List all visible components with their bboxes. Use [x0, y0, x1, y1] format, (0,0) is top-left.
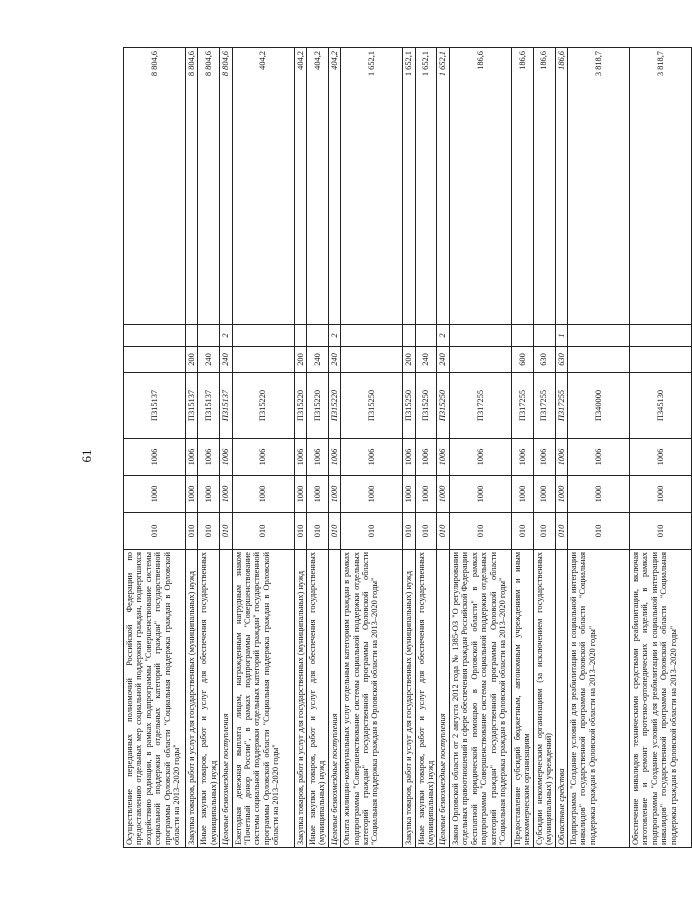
- cell-target-article: П315137: [220, 373, 232, 439]
- cell-expense-type: 630: [555, 347, 567, 373]
- cell-source-code: [403, 325, 415, 347]
- cell-amount: 8 804,6: [186, 48, 198, 325]
- cell-target-article: П315137: [198, 373, 220, 439]
- table-row: [415, 48, 437, 848]
- table-row: [294, 48, 306, 848]
- cell-razdel: 1000: [294, 476, 306, 513]
- table-row: [232, 48, 294, 848]
- cell-source-code: [294, 325, 306, 347]
- cell-target-article: П317255: [555, 373, 567, 439]
- table-row: [629, 48, 691, 848]
- cell-amount: 404,2: [294, 48, 306, 325]
- cell-target-article: П315250: [437, 373, 449, 439]
- cell-expense-type: [341, 347, 403, 373]
- cell-target-article: П317255: [511, 373, 533, 439]
- cell-name: Целевые безвозмездные поступления: [328, 550, 340, 848]
- cell-podrazdel: 1006: [341, 439, 403, 476]
- cell-target-article: П315220: [328, 373, 340, 439]
- cell-razdel: 1000: [232, 476, 294, 513]
- cell-expense-type: [629, 347, 691, 373]
- cell-grbs: 010: [437, 513, 449, 550]
- cell-name: Оплата жилищно-коммунальных услуг отдельным категориям граждан в рамках подпрограммы "Совершенствование системы социальной поддержки отдельных категорий граждан" государственной программы Орловской области "Социальная поддержка граждан в Орловской области на 2013–2020 годы": [341, 550, 403, 848]
- cell-razdel: 1000: [307, 476, 329, 513]
- cell-expense-type: [124, 347, 186, 373]
- cell-grbs: 010: [307, 513, 329, 550]
- cell-amount: 404,2: [328, 48, 340, 325]
- cell-amount: 1 652,1: [403, 48, 415, 325]
- cell-name: Обеспечение инвалидов техническими средствами реабилитации, включая изготовление и ремонт протезно-ортопедических изделий, в рамках подпрограммы "Создание условий для реабилитации и социальной интеграции инвалидов" государственной программы Орловской области "Социальная поддержка граждан в Орловской области на 2013–2020 годы": [629, 550, 691, 848]
- cell-target-article: П315250: [341, 373, 403, 439]
- cell-amount: 8 804,6: [198, 48, 220, 325]
- cell-grbs: 010: [186, 513, 198, 550]
- cell-podrazdel: 1006: [328, 439, 340, 476]
- cell-razdel: 1000: [328, 476, 340, 513]
- cell-expense-type: 600: [511, 347, 533, 373]
- cell-source-code: [307, 325, 329, 347]
- cell-podrazdel: 1006: [567, 439, 629, 476]
- cell-podrazdel: 1006: [307, 439, 329, 476]
- cell-expense-type: 240: [198, 347, 220, 373]
- cell-expense-type: 240: [307, 347, 329, 373]
- cell-razdel: 1000: [186, 476, 198, 513]
- cell-grbs: 010: [415, 513, 437, 550]
- cell-razdel: 1000: [437, 476, 449, 513]
- cell-expense-type: 240: [328, 347, 340, 373]
- cell-source-code: [567, 325, 629, 347]
- cell-podrazdel: 1006: [403, 439, 415, 476]
- table-row: [198, 48, 220, 848]
- table-row: [567, 48, 629, 848]
- table-row: [186, 48, 198, 848]
- cell-name: Иные закупки товаров, работ и услуг для обеспечения государственных (муниципальных) нужд: [415, 550, 437, 848]
- cell-podrazdel: 1006: [511, 439, 533, 476]
- cell-razdel: 1000: [555, 476, 567, 513]
- table-row: [124, 48, 186, 848]
- cell-source-code: [341, 325, 403, 347]
- cell-grbs: 010: [511, 513, 533, 550]
- page-number: 61: [79, 449, 94, 463]
- cell-razdel: 1000: [567, 476, 629, 513]
- cell-grbs: 010: [124, 513, 186, 550]
- cell-expense-type: [449, 347, 511, 373]
- cell-amount: 3 818,7: [629, 48, 691, 325]
- cell-grbs: 010: [328, 513, 340, 550]
- cell-podrazdel: 1006: [437, 439, 449, 476]
- cell-name: Субсидии некоммерческим организациям (за исключением государственных (муниципальных) учреждений): [533, 550, 555, 848]
- table-row: [555, 48, 567, 848]
- cell-source-code: [186, 325, 198, 347]
- cell-amount: 1 652,1: [341, 48, 403, 325]
- cell-target-article: П317255: [533, 373, 555, 439]
- cell-target-article: П345130: [629, 373, 691, 439]
- table-row: [511, 48, 533, 848]
- cell-source-code: [198, 325, 220, 347]
- cell-podrazdel: 1006: [124, 439, 186, 476]
- cell-podrazdel: 1006: [415, 439, 437, 476]
- cell-source-code: 1: [555, 325, 567, 347]
- table-row: [449, 48, 511, 848]
- cell-amount: 186,6: [555, 48, 567, 325]
- cell-grbs: 010: [198, 513, 220, 550]
- cell-source-code: [415, 325, 437, 347]
- cell-grbs: 010: [341, 513, 403, 550]
- cell-target-article: П315220: [294, 373, 306, 439]
- cell-grbs: 010: [232, 513, 294, 550]
- cell-podrazdel: 1006: [186, 439, 198, 476]
- cell-source-code: 2: [437, 325, 449, 347]
- cell-name: Подпрограмма "Создание условий для реабилитации и социальной интеграции инвалидов" государственной программы Орловской области "Социальная поддержка граждан в Орловской области на 2013–2020 годы": [567, 550, 629, 848]
- cell-razdel: 1000: [220, 476, 232, 513]
- cell-amount: 3 818,7: [567, 48, 629, 325]
- budget-table: [123, 47, 692, 848]
- cell-grbs: 010: [220, 513, 232, 550]
- cell-expense-type: 200: [186, 347, 198, 373]
- cell-expense-type: 240: [220, 347, 232, 373]
- cell-razdel: 1000: [415, 476, 437, 513]
- cell-source-code: [511, 325, 533, 347]
- cell-podrazdel: 1006: [555, 439, 567, 476]
- cell-podrazdel: 1006: [294, 439, 306, 476]
- cell-target-article: П315137: [186, 373, 198, 439]
- cell-source-code: [449, 325, 511, 347]
- table-body: [124, 48, 692, 848]
- cell-amount: 186,6: [449, 48, 511, 325]
- cell-grbs: 010: [555, 513, 567, 550]
- cell-razdel: 1000: [511, 476, 533, 513]
- cell-target-article: П315250: [415, 373, 437, 439]
- table-row: [220, 48, 232, 848]
- cell-razdel: 1000: [533, 476, 555, 513]
- table-row: [403, 48, 415, 848]
- cell-amount: 404,2: [307, 48, 329, 325]
- cell-target-article: П340000: [567, 373, 629, 439]
- cell-name: Закон Орловской области от 2 августа 2012 года № 1385-ОЗ "О регулировании отдельных правоотношений в сфере обеспечения граждан Российской Федерации бесплатной юридической помощью в Орловской области" в рамках подпрограммы "Совершенствование системы социальной поддержки отдельных категорий граждан" государственной программы Орловской области "Социальная поддержка граждан в Орловской области на 2013–2020 годы": [449, 550, 511, 848]
- table-row: [533, 48, 555, 848]
- cell-source-code: 2: [220, 325, 232, 347]
- cell-source-code: [629, 325, 691, 347]
- cell-grbs: 010: [629, 513, 691, 550]
- table-row: [341, 48, 403, 848]
- cell-target-article: П315137: [124, 373, 186, 439]
- table-row: [328, 48, 340, 848]
- cell-razdel: 1000: [341, 476, 403, 513]
- cell-name: Предоставление субсидий бюджетным, автономным учреждениям и иным некоммерческим организациям: [511, 550, 533, 848]
- cell-name: Целевые безвозмездные поступления: [437, 550, 449, 848]
- cell-target-article: П315250: [403, 373, 415, 439]
- table-row: [307, 48, 329, 848]
- cell-target-article: П315220: [232, 373, 294, 439]
- cell-grbs: 010: [533, 513, 555, 550]
- cell-podrazdel: 1006: [449, 439, 511, 476]
- cell-source-code: [232, 325, 294, 347]
- cell-amount: 8 804,6: [124, 48, 186, 325]
- rotated-budget-table-wrapper: [123, 48, 678, 848]
- cell-name: Ежегодная денежная выплата лицам, награжденным нагрудным знаком "Почетный донор России", в рамках подпрограммы "Совершенствование системы социальной поддержки отдельных категорий граждан" государственной программы Орловской области "Социальная поддержка граждан в Орловской области на 2013–2020 годы": [232, 550, 294, 848]
- cell-source-code: [124, 325, 186, 347]
- cell-name: Целевые безвозмездные поступления: [220, 550, 232, 848]
- cell-source-code: 2: [328, 325, 340, 347]
- cell-target-article: П317255: [449, 373, 511, 439]
- cell-podrazdel: 1006: [220, 439, 232, 476]
- cell-razdel: 1000: [629, 476, 691, 513]
- cell-grbs: 010: [567, 513, 629, 550]
- cell-grbs: 010: [403, 513, 415, 550]
- cell-expense-type: 200: [403, 347, 415, 373]
- cell-grbs: 010: [449, 513, 511, 550]
- cell-name: Иные закупки товаров, работ и услуг для обеспечения государственных (муниципальных) нужд: [198, 550, 220, 848]
- cell-razdel: 1000: [449, 476, 511, 513]
- cell-expense-type: 200: [294, 347, 306, 373]
- cell-name: Закупка товаров, работ и услуг для государственных (муниципальных) нужд: [186, 550, 198, 848]
- cell-podrazdel: 1006: [198, 439, 220, 476]
- table-row: [437, 48, 449, 848]
- cell-expense-type: 630: [533, 347, 555, 373]
- cell-grbs: 010: [294, 513, 306, 550]
- cell-podrazdel: 1006: [533, 439, 555, 476]
- cell-amount: 1 652,1: [415, 48, 437, 325]
- cell-name: Осуществление переданных полномочий Российской Федерации по предоставлению отдельных мер социальной поддержки граждан, подвергшихся воздействию радиации, в рамках подпрограммы "Совершенствование системы социальной поддержки отдельных категорий граждан" государственной программы Орловской области "Социальная поддержка граждан в Орловской области на 2013–2020 годы": [124, 550, 186, 848]
- cell-name: Закупка товаров, работ и услуг для государственных (муниципальных) нужд: [403, 550, 415, 848]
- cell-source-code: [533, 325, 555, 347]
- cell-amount: 8 804,6: [220, 48, 232, 325]
- cell-expense-type: 240: [437, 347, 449, 373]
- cell-expense-type: [567, 347, 629, 373]
- cell-podrazdel: 1006: [232, 439, 294, 476]
- cell-amount: 186,6: [511, 48, 533, 325]
- cell-name: Областные средства: [555, 550, 567, 848]
- cell-razdel: 1000: [124, 476, 186, 513]
- cell-amount: 186,6: [533, 48, 555, 325]
- cell-podrazdel: 1006: [629, 439, 691, 476]
- cell-razdel: 1000: [403, 476, 415, 513]
- cell-target-article: П315220: [307, 373, 329, 439]
- cell-name: Закупка товаров, работ и услуг для государственных (муниципальных) нужд: [294, 550, 306, 848]
- cell-expense-type: 240: [415, 347, 437, 373]
- cell-name: Иные закупки товаров, работ и услуг для обеспечения государственных (муниципальных) нужд: [307, 550, 329, 848]
- cell-amount: 1 652,1: [437, 48, 449, 325]
- cell-amount: 404,2: [232, 48, 294, 325]
- cell-expense-type: [232, 347, 294, 373]
- cell-razdel: 1000: [198, 476, 220, 513]
